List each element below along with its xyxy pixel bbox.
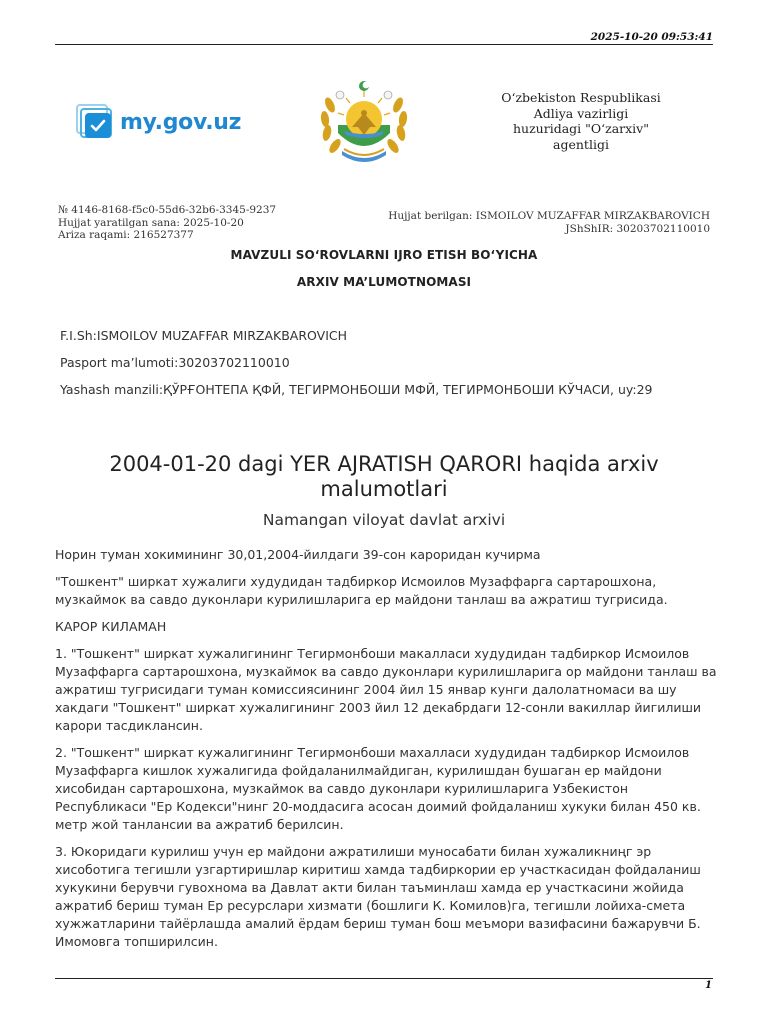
state-emblem (316, 75, 412, 167)
document-number: № 4146-8168-f5c0-55d6-32b6-3345-9237 (58, 204, 277, 216)
logo-text: my.gov.uz (120, 109, 242, 135)
issued-to-block (388, 210, 710, 236)
document-body (55, 546, 719, 960)
person-name: F.I.Sh:ISMOILOV MUZAFFAR MIRZAKBAROVICH (60, 328, 348, 343)
archive-name: Namangan viloyat davlat arxivi (262, 511, 506, 529)
agency-line: agentligi (553, 136, 609, 152)
paragraph: "Тошкент" ширкат хужалиги худудидан тадбиркор Исмоилов Музаффарга сартарошхона, музкаймок ва савдо дуконлари курилишларига ер майдони танлаш ва ажратиш тугрисида. (55, 574, 668, 607)
paragraph: КАРОР КИЛАМАН (55, 619, 167, 634)
generation-timestamp: 2025-10-20 09:53:41 (590, 31, 713, 43)
passport-info: Pasport ma’lumoti:30203702110010 (60, 355, 290, 370)
document-heading: MAVZULI SO‘ROVLARNI IJRO ETISH BO‘YICHA (230, 248, 538, 262)
document-subheading: ARXIV MA’LUMOTNOMASI (296, 275, 472, 289)
document-meta (58, 204, 276, 242)
paragraph: 3. Юкоридаги курилиш учун ер майдони ажратилиши муносабати билан хужаликниңг эр хисоботига тегишли узгартиришлар киритиш хамда тадбиркории ер участкасидан фойдаланиш хукукини берувчи гувохнома ва Давлат акти билан таъминлаш хамда ер участкасини жойида ажратиб бериш туман Ер ресурслари хизмати (бошлиги К. Комилов)га, тегишли лойиха-смета хужжатларини тайёрлашда амалий ёрдам бериш туман бош меъмори вазифасини бажарувчи Б. Имомовга топширилсин. (55, 844, 701, 949)
agency-block (488, 90, 674, 152)
person-details (60, 328, 652, 409)
residence-address: Yashash manzili:ҚЎРҒОНТЕПА ҚФЙ, ТЕГИРМОНБОШИ МФЙ, ТЕГИРМОНБОШИ КЎЧАСИ, uy:29 (60, 382, 653, 397)
paragraph: 1. "Тошкент" ширкат хужалигининг Тегирмонбоши макалласи худудидан тадбиркор Исмоилов Музаффарга сартарошхона, музкаймок ва савдо дуконлари курилишларига ор майдони танлаш ва ажратиш тугрисидаги туман комиссиясининг 2004 йил 15 январ кунги далолатномаси ва шу хакдаги "Тошкент" ширкат хужалигининг 2003 йил 12 декабрдаги 12-сонли вакиллар йигилиши карори тасдиклансин. (55, 646, 717, 733)
checkbox-icon (76, 104, 114, 140)
agency-line: huzuridagi "O‘zarxiv" (513, 121, 649, 136)
agency-line: Adliya vazirligi (533, 105, 629, 121)
creation-date: Hujjat yaratilgan sana: 2025-10-20 (58, 216, 244, 229)
mygov-logo (76, 104, 241, 140)
paragraph: Норин туман хокимининг 30,01,2004-йилдаги 39-сон кароридан кучирма (55, 547, 541, 562)
header-divider (55, 44, 713, 45)
paragraph: 2. "Тошкент" ширкат кужалигининг Тегирмонбоши махалласи худудидан тадбиркор Исмоилов Музаффарга кишлок хужалигида фойдаланилмайдиган, курилишдан бушаган ер майдони хисобидан сартарошхона, музкаймок ва савдо дуконлари курилишларига Узбекистон Республикаси "Ер Кодекси"нинг 20-моддасига асосан доимий фойдаланиш хукуки билан 450 кв. метр жой танлансии ва ажратиб берилсин. (55, 745, 701, 832)
issued-to: Hujjat berilgan: ISMOILOV MUZAFFAR MIRZAKBAROVICH (388, 210, 710, 222)
document-title: 2004-01-20 dagi YER AJRATISH QARORI haqida arxiv malumotlari (109, 452, 659, 501)
footer-divider (55, 978, 713, 979)
pinfl: JShShIR: 30203702110010 (565, 223, 710, 235)
agency-line: O‘zbekiston Respublikasi (501, 90, 661, 105)
page-number: 1 (705, 980, 712, 991)
application-number: Ariza raqami: 216527377 (58, 229, 194, 241)
